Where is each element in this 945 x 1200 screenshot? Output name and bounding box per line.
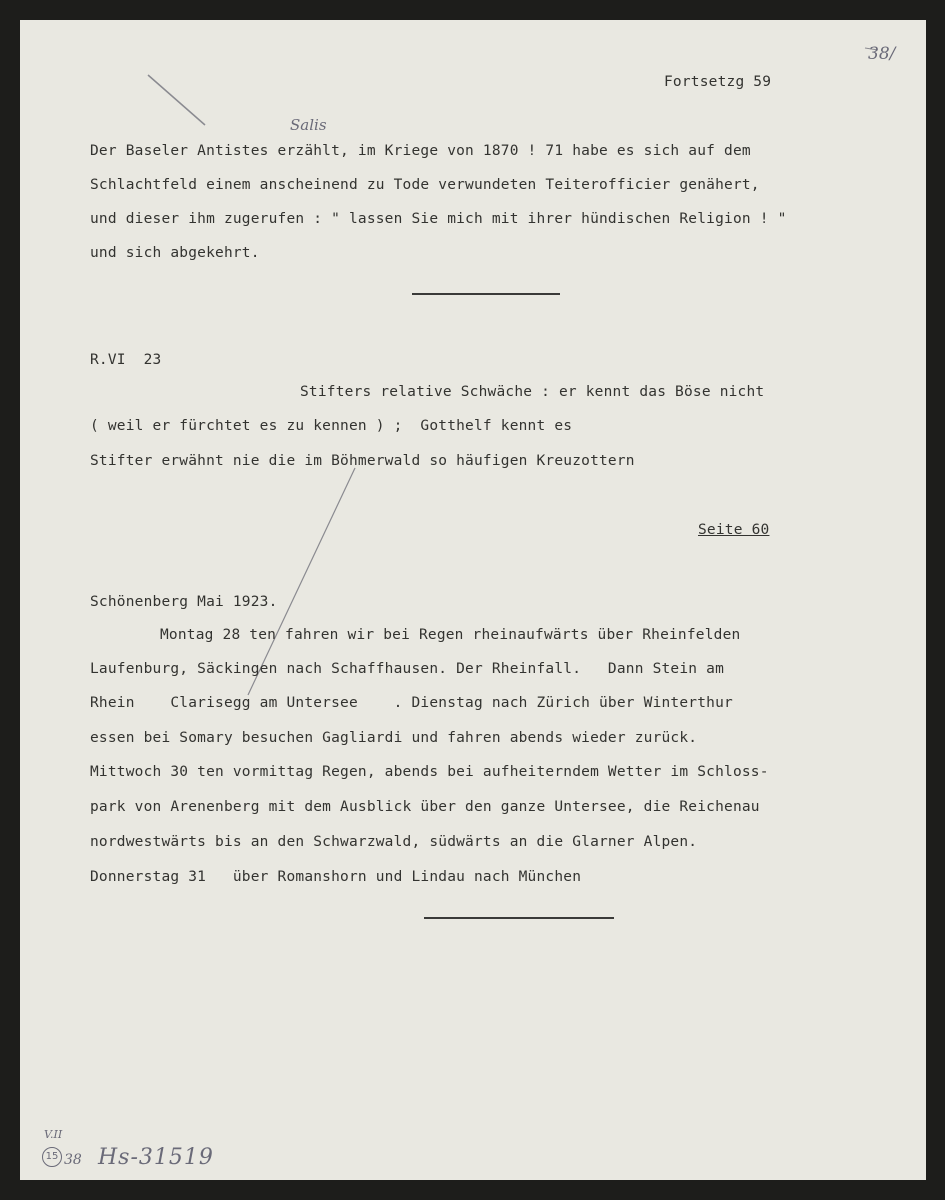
text-line: Mittwoch 30 ten vormittag Regen, abends bei aufheiterndem Wetter im Schloss- [90, 764, 769, 780]
text-line: und dieser ihm zugerufen : " lassen Sie mich mit ihrer hündischen Religion ! " [90, 211, 787, 227]
page-label-60: Seite 60 [698, 522, 770, 538]
text-line: park von Arenenberg mit dem Ausblick über den ganze Untersee, die Reichenau [90, 799, 760, 815]
text-line: essen bei Somary besuchen Gagliardi und fahren abends wieder zurück. [90, 730, 698, 746]
text-line: Donnerstag 31 über Romanshorn und Lindau nach München [90, 869, 582, 885]
divider [412, 293, 560, 295]
text-line: Rhein Clarisegg am Untersee . Dienstag nach Zürich über Winterthur [90, 695, 733, 711]
text-line: Montag 28 ten fahren wir bei Regen rheinaufwärts über Rheinfelden [160, 627, 741, 643]
text-line: nordwestwärts bis an den Schwarzwald, südwärts an die Glarner Alpen. [90, 834, 698, 850]
archive-mark-top: V.II [44, 1128, 63, 1141]
archive-signature: Hs-31519 [98, 1145, 214, 1170]
divider [424, 917, 614, 919]
text-line: und sich abgekehrt. [90, 245, 260, 261]
page-label: Fortsetzg 59 [664, 74, 772, 90]
inserted-name: Salis [290, 116, 327, 134]
archive-mark-circle: 15 [42, 1147, 62, 1167]
folio-number: 38/ [868, 44, 896, 64]
text-line: Stifter erwähnt nie die im Böhmerwald so häufigen Kreuzottern [90, 453, 635, 469]
text-line: Laufenburg, Säckingen nach Schaffhausen. Der Rheinfall. Dann Stein am [90, 661, 725, 677]
text-line: Schlachtfeld einem anscheinend zu Tode verwundeten Teiterofficier genähert, [90, 177, 760, 193]
section-heading: Schönenberg Mai 1923. [90, 594, 278, 610]
reference-code: R.VI 23 [90, 352, 162, 368]
text-line: Der Baseler Antistes erzählt, im Kriege von 1870 ! 71 habe es sich auf dem [90, 143, 751, 159]
text-line: ( weil er fürchtet es zu kennen ) ; Gotthelf kennt es [90, 418, 573, 434]
text-line: Stifters relative Schwäche : er kennt das Böse nicht [300, 384, 765, 400]
archive-mark-number: 38 [64, 1152, 82, 1168]
